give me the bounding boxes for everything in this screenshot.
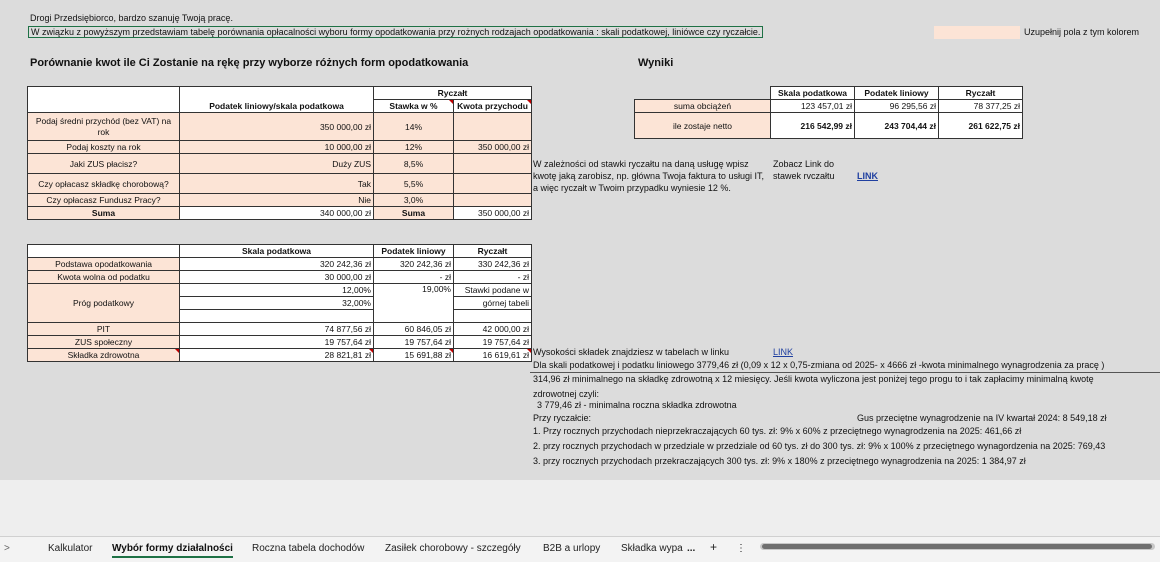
results-label-netto: ile zostaje netto (635, 113, 771, 139)
section-title: Porównanie kwot ile Ci Zostanie na rękę przy wyborze różnych form opodatkowania (30, 57, 469, 69)
tab-b2b-urlopy[interactable]: B2B a urlopy (543, 543, 601, 554)
sum-label: Suma (28, 207, 180, 220)
row-label-zus: Jaki ZUS płacisz? (28, 154, 180, 174)
sheet-menu-icon[interactable]: ⋮ (736, 543, 746, 554)
results-netto-liniowy: 243 704,44 zł (855, 113, 939, 139)
calc-label-prog: Próg podatkowy (28, 284, 180, 323)
empty-sheet-area[interactable] (0, 480, 1160, 536)
calc-pit-ryczalt: 42 000,00 zł (454, 323, 532, 336)
input-kwota-1[interactable] (454, 113, 532, 141)
intro-line-2[interactable]: W związku z powyższym przedstawiam tabelę porównania opłacalności wyboru formy opodatkowania przy rożnych rodzajach opodatkowania : skali podatkowej, liniówce czy ryczałcie. (28, 26, 763, 38)
calc-podstawa-liniowy: 320 242,36 zł (374, 258, 454, 271)
col-header-kwota: Kwota przychodu (454, 100, 532, 113)
health-note-4: 3 779,46 zł - minimalna roczna składka zdrowotna (537, 400, 737, 410)
calc-prog-skala-2: 32,00% (180, 297, 374, 310)
calc-prog-ryczalt-2: górnej tabeli (454, 297, 532, 310)
calc-prog-liniowy: 19,00% (374, 284, 454, 323)
input-stawka-4[interactable]: 5,5% (374, 174, 454, 194)
results-obciazen-ryczalt: 78 377,25 zł (939, 100, 1023, 113)
results-header-skala: Skala podatkowa (771, 87, 855, 100)
input-stawka-3[interactable]: 8,5% (374, 154, 454, 174)
calc-pit-liniowy: 60 846,05 zł (374, 323, 454, 336)
select-fundusz[interactable]: Nie (180, 194, 374, 207)
fill-hint: Uzupełnij pola z tym kolorem (1024, 27, 1140, 37)
ryczalt-group-header: Ryczałt (374, 87, 532, 100)
row-label-fundusz: Czy opłacasz Fundusz Pracy? (28, 194, 180, 207)
col-header-stawka: Stawka w % (374, 100, 454, 113)
calc-header-skala: Skala podatkowa (180, 245, 374, 258)
calc-podstawa-skala: 320 242,36 zł (180, 258, 374, 271)
link-hint: Zobacz Link do stawek rvczałtu (773, 159, 835, 181)
row-label-przychod: Podaj średni przychód (bez VAT) na rok (28, 113, 180, 141)
tab-wybor-formy[interactable]: Wybór formy działalności (112, 543, 233, 558)
gus-note: Gus przeciętne wynagrodzenie na IV kwartał 2024: 8 549,18 zł (857, 413, 1107, 423)
intro-line-1: Drogi Przedsiębiorco, bardzo szanuję Twoją pracę. (30, 13, 233, 23)
input-przychod[interactable]: 350 000,00 zł (180, 113, 374, 141)
ryczalt-rates-link[interactable]: LINK (857, 171, 878, 181)
calc-kwota-wolna-ryczalt: - zł (454, 271, 532, 284)
calc-prog-skala-1: 12,00% (180, 284, 374, 297)
health-note-1: Dla skali podatkowej i podatku liniowego 3779,46 zł (0,09 x 12 x 0,75-zmiana od 2025- x 4666 zł -kwota minimalnego wynagrodzenia za pracę ) (533, 360, 1105, 370)
calc-header-ryczalt: Ryczałt (454, 245, 532, 258)
calc-table (27, 244, 532, 362)
calc-label-zus: ZUS społeczny (28, 336, 180, 349)
calc-podstawa-ryczalt: 330 242,36 zł (454, 258, 532, 271)
col-header-liniowy-skala: Podatek liniowy/skala podatkowa (180, 100, 374, 113)
zus-hint: Wysokości składek znajdziesz w tabelach w linku (533, 347, 730, 357)
more-tabs-icon[interactable]: ... (687, 543, 696, 554)
horizontal-scrollbar[interactable] (760, 543, 1155, 550)
row-label-koszty: Podaj koszty na rok (28, 141, 180, 154)
calc-zus-ryczalt: 19 757,64 zł (454, 336, 532, 349)
tab-kalkulator[interactable]: Kalkulator (48, 543, 93, 554)
tab-skladka[interactable]: Składka wypa (621, 543, 683, 554)
scrollbar-thumb[interactable] (762, 544, 1152, 549)
ryczalt-info-note: W zależności od stawki ryczałtu na daną usługę wpisz kwotę jaką zarobisz, np. główna Twoja faktura to usługi IT, a więc ryczałt w Twoim przypadku wyniesie 12 %. (533, 159, 764, 193)
sum-value: 340 000,00 zł (180, 207, 374, 220)
ryczalt-rule-3: 3. przy rocznych przychodach przekraczających 300 tys. zł: 9% x 180% z przeciętnego wynagrodzenia na 2025: 1 384,97 zł (533, 456, 1026, 466)
calc-zus-skala: 19 757,64 zł (180, 336, 374, 349)
zus-link[interactable]: LINK (773, 347, 794, 357)
results-obciazen-liniowy: 96 295,56 zł (855, 100, 939, 113)
row-label-chorobowa: Czy opłacasz składkę chorobową? (28, 174, 180, 194)
tab-zasilek[interactable]: Zasiłek chorobowy - szczegóły (385, 543, 521, 554)
input-kwota-3[interactable] (454, 154, 532, 174)
calc-zus-liniowy: 19 757,64 zł (374, 336, 454, 349)
input-kwota-4[interactable] (454, 174, 532, 194)
calc-header-liniowy: Podatek liniowy (374, 245, 454, 258)
tab-roczna-tabela[interactable]: Roczna tabela dochodów (252, 543, 365, 554)
tab-nav-arrow-icon[interactable]: > (4, 543, 10, 554)
results-label-obciazen: suma obciążeń (635, 100, 771, 113)
results-table (634, 86, 1023, 139)
calc-label-zdrowotna: Składka zdrowotna (28, 349, 180, 362)
results-title: Wyniki (638, 57, 674, 69)
calc-label-pit: PIT (28, 323, 180, 336)
results-header-ryczalt: Ryczałt (939, 87, 1023, 100)
sum-label-2: Suma (374, 207, 454, 220)
health-note-3: zdrowotnej czyli: (533, 389, 600, 399)
input-stawka-1[interactable]: 14% (374, 113, 454, 141)
sheet-tab-bar (0, 536, 1160, 562)
calc-label-kwota-wolna: Kwota wolna od podatku (28, 271, 180, 284)
calc-label-podstawa: Podstawa opodatkowania (28, 258, 180, 271)
results-netto-skala: 216 542,99 zł (771, 113, 855, 139)
select-chorobowa[interactable]: Tak (180, 174, 374, 194)
calc-kwota-wolna-liniowy: - zł (374, 271, 454, 284)
calc-pit-skala: 74 877,56 zł (180, 323, 374, 336)
divider (530, 372, 1160, 373)
sum-amount: 350 000,00 zł (454, 207, 532, 220)
results-netto-ryczalt: 261 622,75 zł (939, 113, 1023, 139)
ryczalt-rule-1: 1. Przy rocznych przychodach nieprzekraczających 60 tys. zł: 9% x 60% z przeciętnego wynagrodzenia na 2025: 461,66 zł (533, 426, 1022, 436)
input-kwota-5[interactable] (454, 194, 532, 207)
input-color-swatch (934, 26, 1020, 39)
input-stawka-2[interactable]: 12% (374, 141, 454, 154)
add-sheet-icon[interactable]: + (710, 540, 718, 554)
input-stawka-5[interactable]: 3,0% (374, 194, 454, 207)
results-header-liniowy: Podatek liniowy (855, 87, 939, 100)
ryczalt-rule-2: 2. przy rocznych przychodach w przedziale w przedziale od 60 tys. zł do 300 tys. zł: 9% x 100% z przeciętnego wynagordzenia na 2025: 769,43 (533, 441, 1106, 451)
health-note-2: 314,96 zł minimalnego na składkę zdrowotną x 12 miesięcy. Jeśli kwota wyliczona jest poniżej tego progu to i tak zapłacimy minimalną kwotę (533, 374, 1094, 384)
ryczalt-label: Przy ryczałcie: (533, 413, 592, 423)
input-koszty[interactable]: 10 000,00 zł (180, 141, 374, 154)
input-table (27, 86, 532, 220)
calc-zdrowotna-liniowy: 15 691,88 zł (374, 349, 454, 362)
select-zus[interactable]: Duży ZUS (180, 154, 374, 174)
calc-prog-ryczalt-1: Stawki podane w (454, 284, 532, 297)
calc-zdrowotna-skala: 28 821,81 zł (180, 349, 374, 362)
results-obciazen-skala: 123 457,01 zł (771, 100, 855, 113)
calc-zdrowotna-ryczalt: 16 619,61 zł (454, 349, 532, 362)
input-kwota-2[interactable]: 350 000,00 zł (454, 141, 532, 154)
calc-kwota-wolna-skala: 30 000,00 zł (180, 271, 374, 284)
